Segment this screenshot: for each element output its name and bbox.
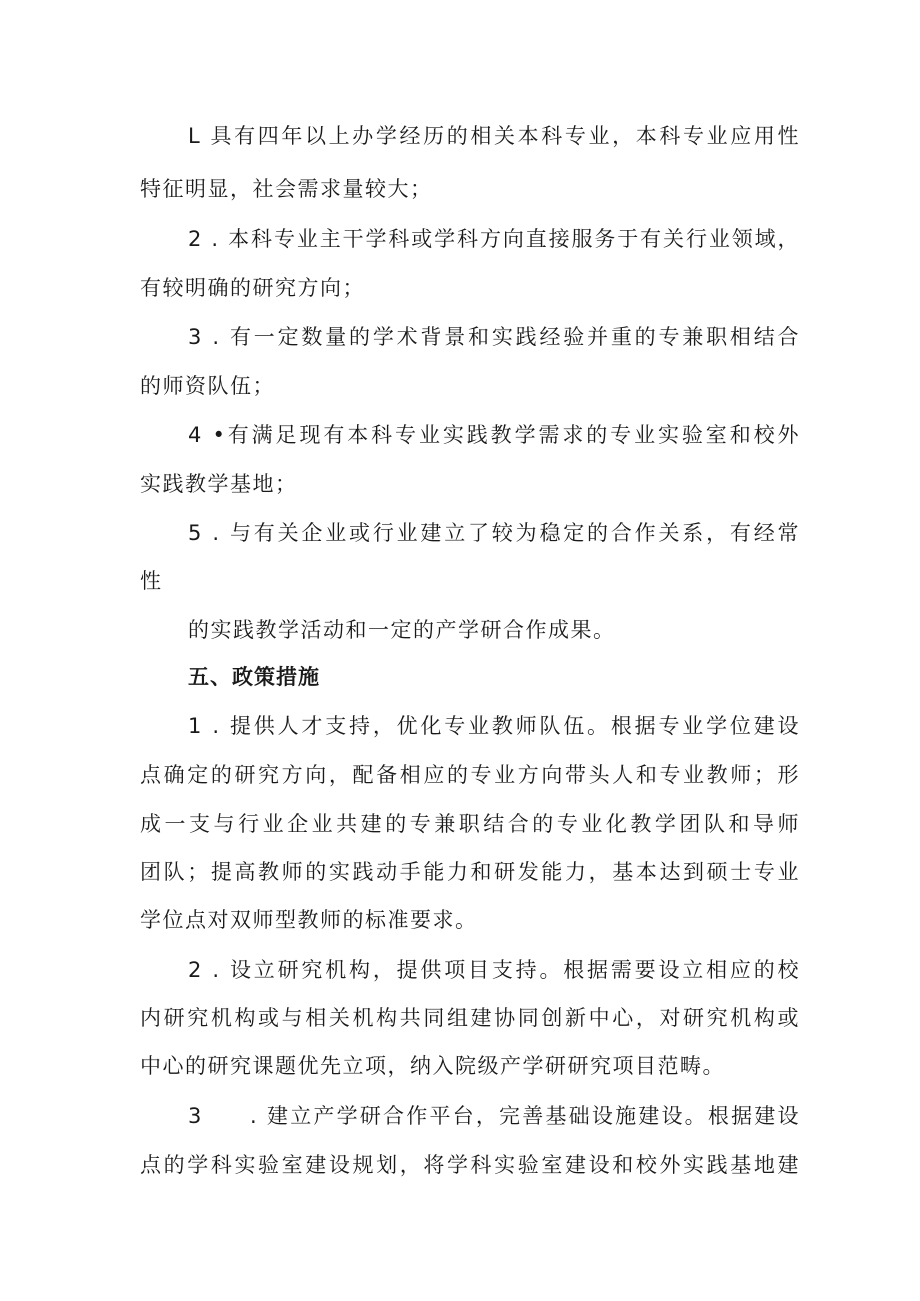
measure-1-line-3: 成一支与行业企业共建的专兼职结合的专业化教学团队和导师 bbox=[140, 812, 800, 836]
criterion-5-line-3: 的实践教学活动和一定的产学研合作成果。 bbox=[188, 618, 616, 642]
criterion-3-line-2: 的师资队伍； bbox=[140, 374, 275, 398]
criterion-4-line-1: 4 •有满足现有本科专业实践教学需求的专业实验室和校外 bbox=[188, 423, 800, 447]
criterion-1-line-1: L 具有四年以上办学经历的相关本科专业，本科专业应用性 bbox=[188, 124, 800, 148]
measure-2-line-3: 中心的研究课题优先立项，纳入院级产学研研究项目范畴。 bbox=[140, 1054, 725, 1078]
measure-1-line-2: 点确定的研究方向，配备相应的专业方向带头人和专业教师；形 bbox=[140, 763, 800, 787]
measure-3-line-2: 点的学科实验室建设规划，将学科实验室建设和校外实践基地建 bbox=[140, 1153, 800, 1177]
measure-2-line-1: 2 . 设立研究机构，提供项目支持。根据需要设立相应的校 bbox=[188, 958, 800, 982]
criterion-1-line-2: 特征明显，社会需求量较大； bbox=[140, 177, 433, 201]
criterion-3-line-1: 3 . 有一定数量的学术背景和实践经验并重的专兼职相结合 bbox=[188, 325, 800, 349]
measure-1-line-4: 团队；提高教师的实践动手能力和研发能力，基本达到硕士专业 bbox=[140, 860, 800, 884]
criterion-5-line-2: 性 bbox=[140, 569, 163, 593]
measure-1-line-1: 1 . 提供人才支持，优化专业教师队伍。根据专业学位建设 bbox=[188, 714, 800, 738]
criterion-4-line-2: 实践教学基地； bbox=[140, 472, 298, 496]
section-heading: 五、政策措施 bbox=[188, 665, 320, 689]
criterion-2-line-1: 2 . 本科专业主干学科或学科方向直接服务于有关行业领域， bbox=[188, 227, 800, 251]
criterion-2-line-2: 有较明确的研究方向； bbox=[140, 276, 365, 300]
measure-2-line-2: 内研究机构或与相关机构共同组建协同创新中心，对研究机构或 bbox=[140, 1006, 800, 1030]
measure-3-line-1: 3 . 建立产学研合作平台，完善基础设施建设。根据建设 bbox=[188, 1104, 800, 1128]
measure-1-line-5: 学位点对双师型教师的标准要求。 bbox=[140, 908, 478, 932]
criterion-5-line-1: 5 . 与有关企业或行业建立了较为稳定的合作关系，有经常 bbox=[188, 521, 800, 545]
